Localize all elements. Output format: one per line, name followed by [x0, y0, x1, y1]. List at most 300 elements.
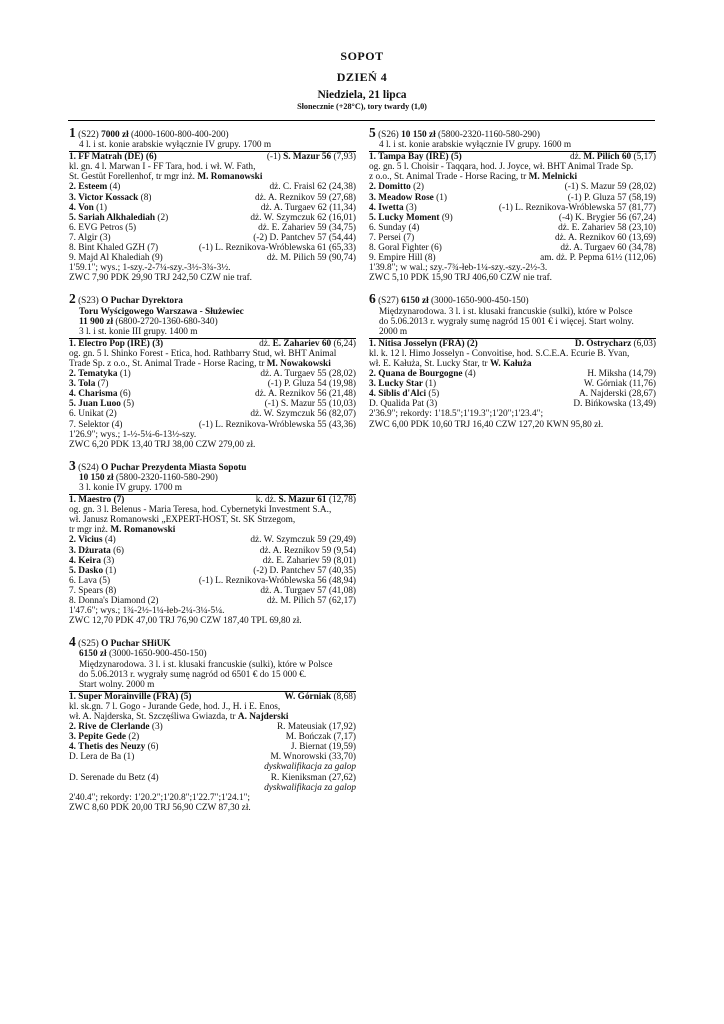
placed-horse [69, 722, 163, 732]
left-column [69, 126, 356, 822]
placed-row [369, 369, 656, 379]
placed-row [69, 223, 356, 233]
placed-jockey: H. Miksha (14,79) [587, 369, 656, 380]
winner-jockey [267, 152, 356, 162]
race-result-line: ZWC 6,20 PDK 13,40 TRJ 38,00 CZW 279,00 zł. [69, 439, 256, 450]
placed-row [369, 203, 656, 213]
placed-horse-number: (5) [426, 389, 440, 400]
pedigree-text: wł. A. Najderska, St. Szczęśliwa Gwiazda, tr [69, 711, 238, 722]
pedigree-line [69, 505, 356, 515]
placed-horse-name: 3. Pepite Gede [69, 732, 127, 743]
placed-jockey: (-2) D. Pantchev 57 (40,35) [253, 565, 356, 576]
placed-jockey: R. Kieniksman (27,62) [270, 772, 356, 783]
pedigree-line [369, 162, 656, 172]
race-number: 2 [69, 291, 76, 307]
placed-row [69, 576, 356, 586]
race-result-line: ZWC 12,70 PDK 47,00 TRJ 76,90 CZW 187,40 TPL 69,80 zł. [69, 616, 302, 627]
placed-horse-name: 4. Iwetta [369, 202, 404, 213]
race-number: 4 [69, 634, 76, 650]
winner-row [69, 152, 356, 162]
placed-horse-number: (7) [95, 379, 109, 390]
winner-odds: (12,78) [326, 495, 356, 506]
placed-jockey: dż. A. Reznikov 59 (27,68) [255, 192, 356, 203]
placed-horse-number: (5) [120, 399, 135, 410]
pedigree-line [69, 515, 356, 525]
placed-horse-name: D. Serenade du Betz (4) [69, 772, 159, 783]
placed-horse [69, 379, 109, 389]
pedigree-text: Trade Sp. z o.o., St. Animal Trade - Horse Racing, tr [69, 358, 267, 369]
placed-horse-number: (1) [103, 565, 117, 576]
winner-odds: (6,24) [331, 338, 356, 349]
placed-horse-number: (1) [422, 379, 437, 390]
placed-horse-number: (6) [145, 742, 159, 753]
race-block [69, 635, 356, 813]
race-result-line: 2'40.4"; rekordy: 1'20.2";1'20.8";1'22.7";1'24.1"; [69, 792, 250, 803]
winner-jockey [570, 152, 656, 162]
race-prize: 10 150 zł [401, 130, 436, 140]
race-conditions: Międzynarodowa. 3 l. i st. klusaki francuskie (sulki), które w Polsce [79, 659, 333, 670]
placed-jockey: dż. A. Turgaev 55 (28,02) [260, 369, 356, 380]
race-number: 1 [69, 125, 76, 140]
disqualification-note: dyskwalifikacja za galop [264, 782, 356, 793]
placed-jockey: J. Biernat (19,59) [290, 742, 356, 753]
winner-row [369, 152, 656, 162]
trainer-name: M. Melnicki [528, 172, 578, 183]
placed-horse-number: (3) [101, 555, 115, 566]
race-conditions: 4 l. i st. konie arabskie wyłącznie IV grupy. 1700 m [79, 140, 272, 151]
placed-horse-name: 7. Selektor (4) [69, 419, 123, 430]
race-conditions: 3 l. konie IV grupy. 1700 m [79, 483, 183, 493]
day-title: DZIEŃ 4 [336, 70, 388, 84]
placed-horse-name: 7. Persei (7) [369, 232, 415, 243]
race-prize-split: (3000-1650-900-450-150) [431, 296, 529, 307]
winner-odds: (8,68) [331, 691, 356, 702]
placed-horse-name: 3. Dżurata [69, 545, 111, 556]
placed-horse [69, 576, 110, 586]
race-result-line: 2'36.9"; rekordy: 1'18.5";1'19.3";1'20";1'23.4"; [369, 409, 544, 420]
placed-jockey: W. Górniak (11,76) [583, 379, 656, 390]
placed-horse [69, 399, 134, 409]
race-title: O Puchar Prezydenta Miasta Sopotu [101, 462, 247, 473]
race-conditions: 3 l. i st. konie III grupy. 1400 m [79, 326, 198, 337]
race-result-line: 1'47.6"; wys.; 1¾-2½-1¼-łeb-2¼-3¼-5¼. [69, 606, 225, 617]
race-conditions: 2000 m [379, 326, 408, 337]
placed-row [69, 193, 356, 203]
placed-horse-number: (1) [433, 192, 447, 203]
placed-row [69, 732, 356, 742]
placed-row [69, 233, 356, 243]
placed-row [69, 253, 356, 263]
placed-horse [69, 193, 151, 203]
placed-horse-name: 7. Spears (8) [69, 585, 117, 596]
placed-horse-number: (3) [403, 202, 417, 213]
placed-horse-name: 2. Quana de Bourgogne [369, 369, 463, 380]
winner-jockey-prefix: dż. [569, 152, 584, 163]
winner-jockey-name: M. Pilich 60 [583, 152, 632, 163]
placed-horse [369, 213, 453, 223]
placed-horse-name: 8. Bint Khaled GZH (7) [69, 243, 159, 254]
placed-horse-name: 5. Lucky Moment [369, 212, 440, 223]
placed-jockey: dż. M. Pilich 57 (62,17) [266, 596, 356, 607]
winner-horse: 1. Nitisa Josselyn (FRA) (2) [369, 338, 478, 349]
placed-jockey: dż. A. Reznikov 56 (21,48) [255, 389, 356, 400]
placed-horse [369, 193, 447, 203]
placed-jockey: (-1) P. Gluza 57 (58,19) [567, 192, 656, 203]
weather-line: Słonecznie (+28°C), tory twardy (1,0) [297, 102, 427, 111]
placed-row [369, 379, 656, 389]
placed-horse-number: (4) [107, 182, 121, 193]
race-conditions: 4 l. i st. konie arabskie wyłącznie IV grupy. 1600 m [379, 140, 572, 151]
placed-horse [69, 243, 158, 253]
placed-row [69, 773, 356, 783]
trainer-name: M. Romanowski [110, 525, 176, 536]
placed-jockey: A. Najderski (28,67) [579, 389, 656, 400]
date-line: Niedziela, 21 lipca [317, 89, 407, 101]
placed-jockey: dż. W. Szymczuk 62 (16,01) [250, 212, 356, 223]
placed-row [69, 182, 356, 192]
race-header [69, 459, 356, 473]
race-number: 6 [369, 291, 376, 307]
pedigree-text: wł. E. Kałuża, St. Lucky Star, tr [369, 358, 490, 369]
winner-horse: 1. Maestro (7) [69, 495, 125, 506]
placed-horse [369, 243, 442, 253]
placed-horse-name: D. Lera de Ba (1) [69, 752, 135, 763]
placed-row [369, 223, 656, 233]
race-block [369, 292, 656, 429]
pedigree-line [69, 525, 356, 535]
pedigree-line [69, 359, 356, 369]
placed-horse-number: (2) [126, 732, 140, 743]
placed-jockey: (-1) L. Reznikova-Wróblewska 55 (43,36) [198, 419, 356, 430]
pedigree-text: z o.o., St. Animal Trade - Horse Racing, tr [369, 172, 529, 183]
race-prize-line [69, 649, 356, 659]
placed-row [69, 566, 356, 576]
placed-horse [69, 389, 131, 399]
placed-row [69, 369, 356, 379]
placed-horse [369, 389, 439, 399]
placed-horse-name: 8. Goral Fighter (6) [369, 243, 442, 254]
pedigree-text: kl. k. 12 l. Himo Josselyn - Convoitise, hod. S.C.E.A. Ecurie B. Yvan, [369, 348, 630, 359]
placed-jockey: dż. W. Szymczuk 56 (82,07) [250, 409, 356, 420]
placed-row [69, 389, 356, 399]
race-conditions: Międzynarodowa. 3 l. i st. klusaki francuskie (sulki), które w Polsce [379, 306, 633, 317]
placed-horse-number: (2) [410, 182, 424, 193]
winner-jockey [575, 339, 656, 349]
placed-horse [369, 379, 436, 389]
placed-jockey: R. Mateusiak (17,92) [276, 722, 356, 733]
placed-jockey: dż. E. Zahariev 59 (34,75) [258, 222, 356, 233]
placed-jockey: dż. A. Reznikov 60 (13,69) [555, 232, 656, 243]
placed-horse [69, 213, 168, 223]
winner-jockey-name: D. Ostrycharz [574, 338, 632, 349]
placed-jockey: dż. A. Reznikov 59 (9,54) [259, 545, 356, 556]
placed-horse-name: 6. Unikat (2) [69, 409, 117, 420]
placed-horse [69, 596, 158, 606]
winner-row [369, 339, 656, 349]
placed-horse-number: (6) [117, 389, 131, 400]
placed-row [369, 182, 656, 192]
placed-row [69, 213, 356, 223]
placed-horse-name: 9. Empire Hill (8) [369, 253, 436, 264]
right-column [369, 126, 656, 439]
race-prize-line [69, 473, 356, 483]
placed-horse-name: 2. Tematyka [69, 369, 118, 380]
placed-horse [69, 752, 134, 762]
race-conditions: Start wolny. 2000 m [79, 679, 155, 690]
placed-horse-name: 4. Keira [69, 555, 102, 566]
placed-horse-name: 5. Sariah Alkhalediah [69, 212, 156, 223]
placed-horse [369, 399, 437, 409]
race-block [69, 459, 356, 627]
placed-jockey: M. Wnorowski (33,70) [270, 752, 356, 763]
winner-horse: 1. Super Morainville (FRA) (5) [69, 691, 192, 702]
placed-row [69, 399, 356, 409]
placed-horse-name: 8. Donna's Diamond (2) [69, 596, 159, 607]
placed-jockey: (-1) P. Gluza 54 (19,98) [267, 379, 356, 390]
race-header [69, 126, 356, 140]
placed-row [369, 389, 656, 399]
race-code: (S22) [78, 130, 99, 140]
race-prize-split: (6800-2720-1360-680-340) [113, 316, 218, 327]
race-result-line: ZWC 8,60 PDK 20,00 TRJ 56,90 CZW 87,30 zł. [69, 802, 251, 813]
race-header [69, 635, 356, 649]
race-block [369, 126, 656, 283]
venue-title: SOPOT [340, 49, 384, 63]
placed-horse-number: (1) [117, 369, 131, 380]
placed-jockey: dż. A. Turgaev 60 (34,78) [560, 243, 656, 254]
disqualification-note: dyskwalifikacja za galop [264, 762, 356, 773]
winner-jockey [256, 495, 356, 505]
placed-horse-number: (9) [439, 212, 453, 223]
placed-jockey: dż. A. Turgaev 57 (41,08) [260, 585, 356, 596]
pedigree-line [369, 359, 656, 369]
race-header [69, 292, 356, 306]
placed-horse-number: (1) [93, 202, 107, 213]
race-prize-line [69, 317, 356, 327]
placed-jockey: dż. E. Zahariev 58 (23,10) [558, 222, 656, 233]
placed-horse-name: 4. Charisma [69, 389, 118, 400]
placed-jockey: (-1) L. Reznikova-Wróblewska 57 (81,77) [498, 202, 656, 213]
placed-row [69, 586, 356, 596]
race-code: (S25) [78, 639, 99, 650]
placed-horse [369, 253, 436, 263]
placed-row [69, 420, 356, 430]
winner-odds: (6,03) [631, 338, 656, 349]
placed-jockey: dż. C. Fraisl 62 (24,38) [269, 182, 356, 193]
race-result-line: ZWC 6,00 PDK 10,60 TRJ 16,40 CZW 127,20 KWN 95,80 zł. [369, 419, 604, 430]
race-result-line: 1'59.1"; wys.; 1-szy.-2-7¼-szy.-3½-3¾-3½. [69, 263, 231, 274]
winner-jockey-name: W. Górniak [284, 691, 332, 702]
winner-row [69, 692, 356, 702]
placed-horse-name: D. Qualida Pat (3) [369, 399, 438, 410]
race-prize-split: (4000-1600-800-400-200) [131, 130, 229, 140]
placed-jockey: (-4) K. Brygier 56 (67,24) [558, 212, 656, 223]
trainer-name: W. Kałuża [489, 358, 532, 369]
pedigree-text: og. gn. 5 l. Shinko Forest - Etica, hod. Rathbarry Stud, wł. BHT Animal [69, 348, 337, 359]
placed-row [369, 193, 656, 203]
placed-jockey: dż. M. Pilich 59 (90,74) [266, 253, 356, 264]
placed-horse [69, 233, 111, 243]
placed-horse-name: 2. Domitto [369, 182, 411, 193]
placed-horse [369, 369, 476, 379]
race-prize-split: (5800-2320-1160-580-290) [113, 472, 218, 483]
pedigree-text: tr mgr inż. [69, 525, 111, 536]
placed-horse [69, 556, 114, 566]
race-prize: 11 900 zł [79, 316, 114, 327]
placed-horse [69, 409, 117, 419]
winner-odds: (5,17) [631, 152, 656, 163]
placed-horse [369, 182, 424, 192]
placed-horse [69, 535, 116, 545]
placed-horse-number: (6) [110, 545, 124, 556]
race-code: (S23) [78, 296, 99, 307]
winner-horse: 1. FF Matrah (DE) (6) [69, 152, 157, 163]
placed-horse [69, 732, 139, 742]
placed-row [369, 233, 656, 243]
pedigree-text: kl. sk.gn. 7 l. Gogo - Jurande Gede, hod. J., H. i E. Enos, [69, 701, 281, 712]
placed-horse-name: 3. Tola [69, 379, 96, 390]
placed-horse-name: 2. Vicius [69, 535, 103, 546]
placed-jockey: M. Bończak (7,17) [285, 732, 356, 743]
placed-horse [69, 203, 107, 213]
placed-horse-name: 2. Esteem [69, 182, 108, 193]
winner-jockey [285, 692, 356, 702]
pedigree-line [69, 702, 356, 712]
placed-horse [69, 546, 124, 556]
race-prize: 6150 zł [401, 296, 429, 307]
trainer-name: M. Romanowski [197, 172, 263, 183]
placed-horse [69, 566, 116, 576]
placed-horse-name: 4. Thetis des Neuzy [69, 742, 146, 753]
race-result-line: 1'39.8"; w wal.; szy.-7¾-łeb-1¼-szy.-szy.-2½-3. [369, 263, 548, 274]
race-code: (S26) [378, 130, 399, 140]
placed-horse [69, 223, 136, 233]
placed-horse-name: 6. Lava (5) [69, 575, 111, 586]
pedigree-line [369, 349, 656, 359]
placed-horse-name: 5. Juan Luoo [69, 399, 121, 410]
placed-row [69, 535, 356, 545]
placed-horse [369, 223, 419, 233]
winner-row [69, 339, 356, 349]
placed-jockey: (-1) L. Reznikova-Wróblewska 56 (48,94) [198, 575, 356, 586]
pedigree-text: kl. gn. 4 l. Marwan I - FF Tara, hod. i wł. W. Fath, [69, 162, 256, 173]
pedigree-text: St. Gestüt Forellenhof, tr mgr inż. [69, 172, 198, 183]
header-rule [68, 120, 655, 121]
placed-horse-name: 4. Von [69, 202, 94, 213]
placed-horse-name: 3. Lucky Star [369, 379, 423, 390]
race-result-line: 1'26.9"; wys.; 1-½-5¼-6-13½-szy. [69, 429, 197, 440]
pedigree-text: og. gn. 3 l. Belenus - Maria Teresa, hod. Cybernetyki Investment S.A., [69, 505, 332, 516]
winner-horse: 1. Tampa Bay (IRE) (5) [369, 152, 462, 163]
winner-horse: 1. Electro Pop (IRE) (3) [69, 338, 164, 349]
placed-horse [69, 182, 120, 192]
winner-jockey-prefix: dż. [259, 338, 273, 349]
race-conditions: do 5.06.2013 r. wygrały sumę nagród od 6501 € do 15 000 €. [79, 669, 307, 680]
race-number: 5 [369, 125, 376, 140]
placed-jockey: dż. A. Turgaev 62 (11,34) [260, 202, 356, 213]
pedigree-line [69, 162, 356, 172]
race-title: O Puchar SHiUK [101, 639, 171, 650]
placed-horse [69, 773, 159, 783]
placed-horse [69, 742, 158, 752]
race-header [369, 292, 656, 306]
race-prize: 6150 zł [79, 649, 107, 660]
winner-jockey [259, 339, 356, 349]
placed-horse-number: (3) [149, 722, 163, 733]
placed-row [69, 409, 356, 419]
race-header [369, 126, 656, 140]
pedigree-line [69, 349, 356, 359]
placed-row [69, 556, 356, 566]
race-prize-split: (3000-1650-900-450-150) [106, 649, 207, 660]
race-prize-split: (5800-2320-1160-580-290) [438, 130, 540, 140]
pedigree-line [69, 172, 356, 182]
winner-jockey-name: S. Mazur 61 [278, 495, 327, 506]
placed-horse-name: 3. Victor Kossack [69, 192, 139, 203]
winner-jockey-name: S. Mazur 56 [283, 152, 332, 163]
placed-row [369, 243, 656, 253]
placed-row [369, 399, 656, 409]
race-title: O Puchar Dyrektora [101, 296, 183, 307]
winner-odds: (7,93) [331, 152, 356, 163]
placed-jockey: am. dż. P. Pepma 61½ (112,06) [540, 253, 656, 264]
placed-jockey: (-2) D. Pantchev 57 (54,44) [253, 232, 356, 243]
race-result-line: ZWC 7,90 PDK 29,90 TRJ 242,50 CZW nie traf. [69, 273, 253, 284]
winner-jockey-prefix: (-1) [266, 152, 284, 163]
placed-horse [369, 203, 417, 213]
race-result-line: ZWC 5,10 PDK 15,90 TRJ 406,60 CZW nie traf. [369, 273, 553, 284]
placed-row [69, 722, 356, 732]
placed-jockey: (-1) L. Reznikova-Wróblewska 61 (65,33) [198, 243, 356, 254]
placed-horse [69, 253, 163, 263]
placed-row [69, 203, 356, 213]
trainer-name: A. Najderski [237, 711, 289, 722]
placed-row [369, 213, 656, 223]
placed-row [69, 243, 356, 253]
placed-horse-name: 2. Rive de Clerlande [69, 722, 150, 733]
race-title-line: Toru Wyścigowego Warszawa - Służewiec [79, 306, 244, 317]
placed-horse-name: 4. Siblis d'Alci [369, 389, 427, 400]
placed-horse-number: (2) [155, 212, 169, 223]
placed-row [69, 596, 356, 606]
race-code: (S27) [378, 296, 399, 307]
placed-jockey: dż. E. Zahariev 59 (8,01) [262, 555, 356, 566]
placed-horse-name: 6. EVG Petros (5) [69, 222, 137, 233]
placed-horse-number: (4) [102, 535, 116, 546]
placed-horse [369, 233, 414, 243]
placed-horse-name: 6. Sunday (4) [369, 222, 420, 233]
trainer-name: M. Nowakowski [266, 358, 331, 369]
race-block [69, 292, 356, 449]
placed-horse-name: 5. Dasko [69, 565, 104, 576]
placed-row [69, 379, 356, 389]
placed-horse-name: 9. Majd Al Khalediah (9) [69, 253, 163, 264]
pedigree-text: wł. Janusz Romanowski „EXPERT-HOST, St. SK Strzegom, [69, 515, 296, 526]
placed-row [69, 752, 356, 762]
pedigree-line [369, 172, 656, 182]
placed-jockey: (-1) S. Mazur 55 (10,03) [264, 399, 356, 410]
placed-row [369, 253, 656, 263]
winner-row [69, 495, 356, 505]
winner-jockey-prefix: k. dż. [255, 495, 279, 506]
placed-horse-number: (4) [462, 369, 476, 380]
placed-row [69, 742, 356, 752]
race-number: 3 [69, 457, 76, 473]
race-block [69, 126, 356, 283]
pedigree-text: og. gn. 5 l. Choisir - Taqqara, hod. J. Joyce, wł. BHT Animal Trade Sp. [369, 162, 634, 173]
winner-jockey-name: E. Zahariev 60 [272, 338, 332, 349]
placed-horse [69, 420, 122, 430]
